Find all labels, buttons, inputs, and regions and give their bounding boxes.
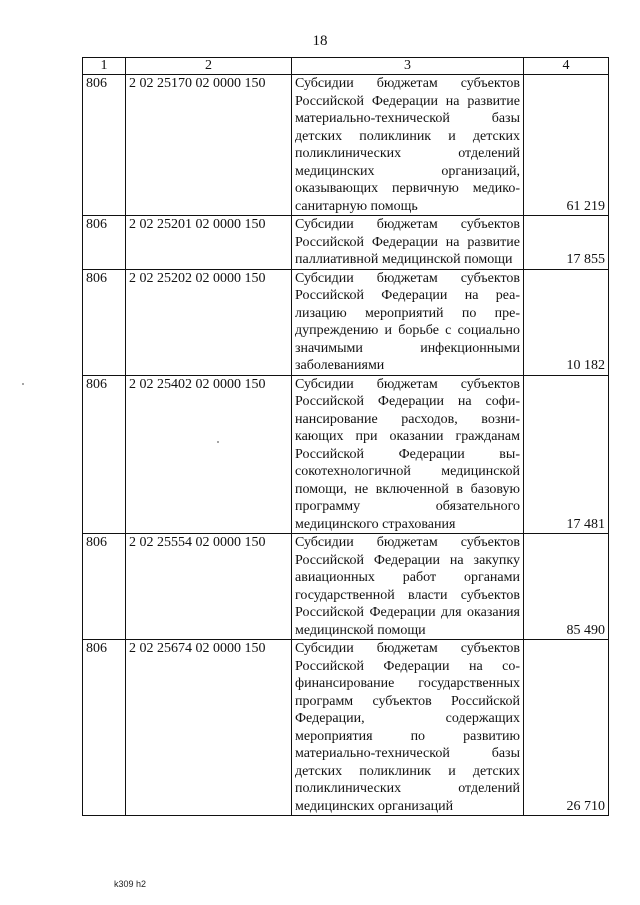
amount-cell: 61 219 <box>524 75 609 216</box>
column-header-3: 3 <box>292 58 524 75</box>
income-code-cell: 2 02 25202 02 0000 150 <box>126 269 292 375</box>
admin-code-cell: 806 <box>83 216 126 270</box>
amount-cell: 17 855 <box>524 216 609 270</box>
table-row <box>83 640 609 816</box>
admin-code-cell: 806 <box>83 269 126 375</box>
description-cell: Субсидии бюджетам субъектов Российской Федерации на развитие паллиативной медицинской помощи <box>292 216 524 270</box>
column-header-2: 2 <box>126 58 292 75</box>
column-header-4: 4 <box>524 58 609 75</box>
description-cell: Субсидии бюджетам субъектов Российской Федерации на софинансирование государственных программ субъектов Российской Федерации, содержащих мероприятия по развитию материально-технической базы детских поликлиник и детских поликлинических отделений медицинских организаций <box>292 640 524 816</box>
description-cell: Субсидии бюджетам субъектов Российской Федерации на развитие материально-технической базы детских поликлиник и детских поликлинических отделений медицинских организаций, оказывающих первичную медико-санитарную помощь <box>292 75 524 216</box>
income-code-cell: 2 02 25201 02 0000 150 <box>126 216 292 270</box>
admin-code-cell: 806 <box>83 640 126 816</box>
description-cell: Субсидии бюджетам субъектов Российской Федерации на софинансирование расходов, возникающих при оказании гражданам Российской Федерации высокотехнологичной медицинской помощи, не включенной в базовую программу обязательного медицинского страхования <box>292 375 524 534</box>
budget-income-table <box>82 57 609 816</box>
admin-code-cell: 806 <box>83 534 126 640</box>
income-code-cell: 2 02 25674 02 0000 150 <box>126 640 292 816</box>
page-number: 18 <box>312 33 328 49</box>
amount-cell: 17 481 <box>524 375 609 534</box>
table-row <box>83 216 609 270</box>
table-row <box>83 534 609 640</box>
table-header-row <box>83 58 609 75</box>
table-row <box>83 75 609 216</box>
income-code-cell: 2 02 25170 02 0000 150 <box>126 75 292 216</box>
admin-code-cell: 806 <box>83 75 126 216</box>
description-cell: Субсидии бюджетам субъектов Российской Федерации на закупку авиационных работ органами государственной власти субъектов Российской Федерации для оказания медицинской помощи <box>292 534 524 640</box>
admin-code-cell: 806 <box>83 375 126 534</box>
column-header-1: 1 <box>83 58 126 75</box>
scan-speck <box>22 383 24 385</box>
description-cell: Субсидии бюджетам субъектов Российской Федерации на реализацию мероприятий по предупреждению и борьбе с социально значимыми инфекционными заболеваниями <box>292 269 524 375</box>
table-row <box>83 269 609 375</box>
scan-speck <box>217 441 219 443</box>
table-row <box>83 375 609 534</box>
amount-cell: 85 490 <box>524 534 609 640</box>
amount-cell: 10 182 <box>524 269 609 375</box>
income-code-cell: 2 02 25554 02 0000 150 <box>126 534 292 640</box>
amount-cell: 26 710 <box>524 640 609 816</box>
income-code-cell: 2 02 25402 02 0000 150 <box>126 375 292 534</box>
footer-document-code: k309 h2 <box>114 879 147 889</box>
